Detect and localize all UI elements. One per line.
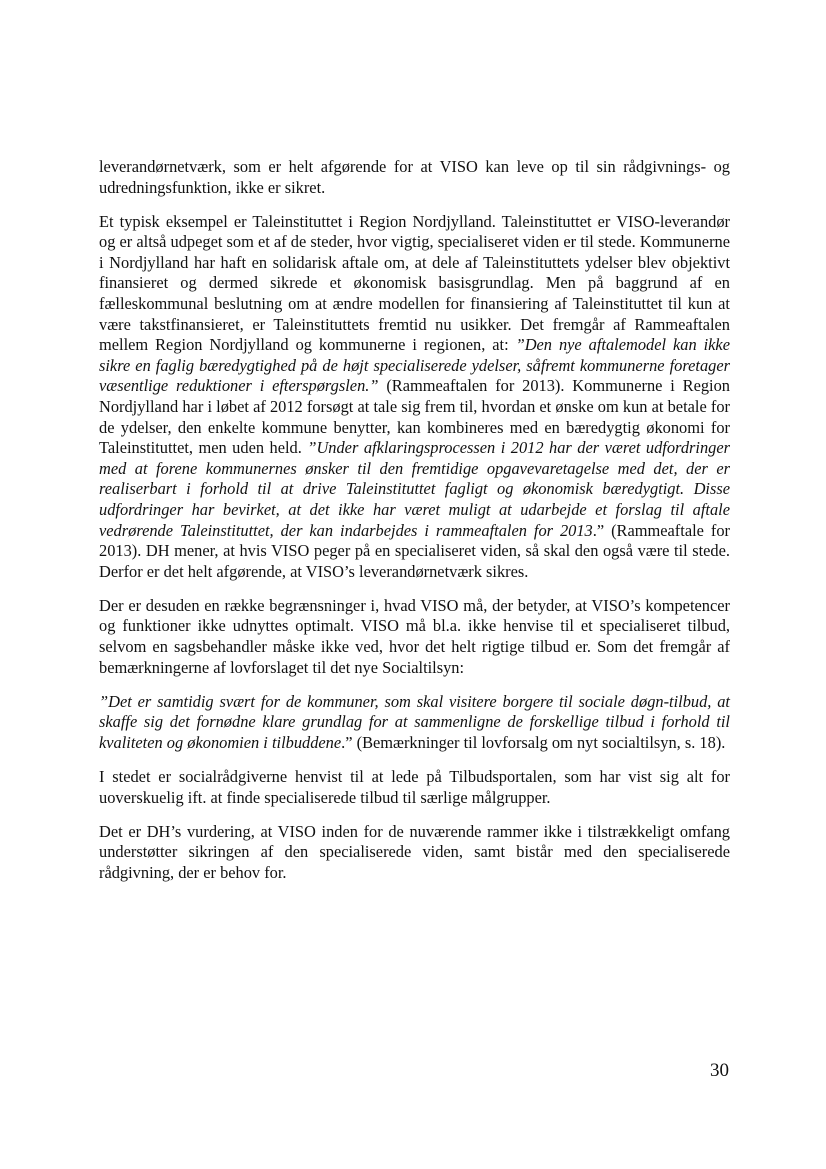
text-segment: (Rammeaftalen for 2013). Kommunerne i Region Nordjylland har i løbet af 2012 forsøgt at tale sig frem til, hvordan et ønske om kun at betale for de ydelser, den enkelte kommune benytter, kan kombineres med en bæredygtig økonomi for Taleinstituttet, men uden held. bbox=[99, 376, 730, 458]
paragraph-6 bbox=[99, 822, 730, 884]
text-segment: Det er DH’s vurdering, at VISO inden for de nuværende rammer ikke i tilstrækkeligt omfang understøtter sikringen af den specialiserede viden, samt bistår med den specialiserede rådgivning, der er behov for. bbox=[99, 821, 730, 882]
paragraph-5 bbox=[99, 767, 730, 808]
body-text bbox=[99, 157, 730, 897]
paragraph-4-quote bbox=[99, 692, 730, 754]
text-segment: I stedet er socialrådgiverne henvist til at lede på Tilbudsportalen, som har vist sig alt for uoverskuelig ift. at finde specialiserede tilbud til særlige målgrupper. bbox=[99, 767, 730, 807]
paragraph-2 bbox=[99, 212, 730, 583]
quote-socialtilsyn: ”Det er samtidig svært for de kommuner, som skal visitere borgere til sociale døgn-tilbud, at skaffe sig det fornødne klare grundlag for at sammenligne de forskellige tilbud i forhold til kvaliteten og økonomien i tilbuddene bbox=[99, 691, 730, 752]
paragraph-3 bbox=[99, 596, 730, 678]
text-segment: Der er desuden en række begrænsninger i, hvad VISO må, der betyder, at VISO’s kompetencer og funktioner ikke udnyttes optimalt. VISO må bl.a. ikke henvise til et specialiseret tilbud, selvom en sagsbehandler måske ikke ved, hvor det helt rigtige tilbud er. Som det fremgår af bemærkningerne af lovforslaget til det nye Socialtilsyn: bbox=[99, 595, 730, 677]
text-segment: Et typisk eksempel er Taleinstituttet i Region Nordjylland. Taleinstituttet er VISO-leverandør og er altså udpeget som et af de steder, hvor vigtig, specialiseret viden er til stede. Kommunerne i Nordjylland har haft en solidarisk aftale om, at dele af Taleinstituttets ydelser blev objektivt finansieret og dermed sikrede et økonomisk basisgrundlag. Men på baggrund af en fælleskommunal beslutning om at ændre modellen for finansiering af Taleinstituttet til kun at være takstfinansieret, er Taleinstituttets fremtid nu usikker. Det fremgår af Rammeaftalen mellem Region Nordjylland og kommunerne i regionen, at: bbox=[99, 211, 730, 355]
text-segment: leverandørnetværk, som er helt afgørende for at VISO kan leve op til sin rådgivnings- og udredningsfunktion, ikke er sikret. bbox=[99, 157, 730, 197]
quote-rammeaftale-2: ”Under afklaringsprocessen i 2012 har der været udfordringer med at forene kommunernes ønsker til den fremtidige opgavevaretagelse med det, der er realiserbart i forhold til at drive Taleinstituttet fagligt og økonomisk bæredygtigt. Disse udfordringer har bevirket, at det ikke har været muligt at udarbejde et forslag til aftale vedrørende Taleinstituttet, der kan indarbejdes i rammeaftalen for 2013 bbox=[99, 438, 731, 540]
paragraph-1 bbox=[99, 157, 730, 198]
quote-rammeaftale-1: ”Den nye aftalemodel kan ikke sikre en faglig bæredygtighed på de højt specialiserede ydelser, såfremt kommunerne foretager væsentlige reduktioner i efterspørgslen.” bbox=[99, 335, 730, 396]
page-number: 30 bbox=[710, 1060, 729, 1081]
text-segment: .” (Bemærkninger til lovforsalg om nyt socialtilsyn, s. 18). bbox=[341, 732, 726, 752]
text-segment: .” (Rammeaftale for 2013). DH mener, at hvis VISO peger på en specialiseret viden, så skal den også være til stede. Derfor er det helt afgørende, at VISO’s leverandørnetværk sikres. bbox=[99, 520, 730, 581]
